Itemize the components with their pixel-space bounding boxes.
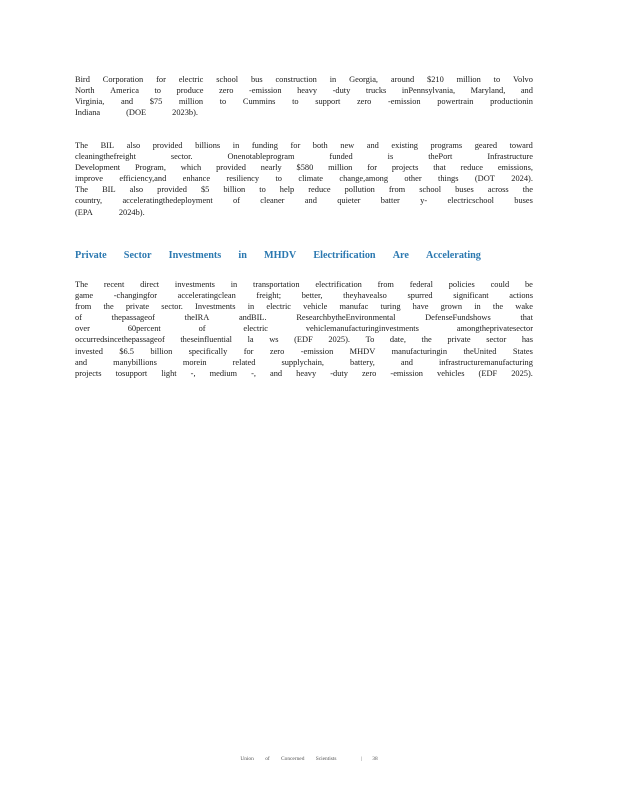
word: the bbox=[421, 335, 432, 345]
word: both bbox=[312, 141, 328, 150]
word: investments bbox=[174, 280, 215, 289]
word: The bbox=[75, 141, 89, 150]
text-line bbox=[75, 346, 533, 357]
text-line bbox=[75, 140, 533, 151]
word: cleaner bbox=[260, 196, 285, 206]
word: from bbox=[75, 302, 92, 312]
word: improve bbox=[75, 174, 103, 184]
word: and bbox=[400, 357, 413, 367]
word: light bbox=[161, 368, 177, 378]
word: la bbox=[247, 335, 254, 345]
word: better, bbox=[301, 291, 323, 301]
word: geared bbox=[474, 141, 498, 150]
word: -, bbox=[190, 368, 196, 378]
word: to bbox=[219, 97, 227, 107]
word: andBIL. bbox=[238, 313, 267, 323]
word: spurred bbox=[407, 291, 433, 301]
word: in bbox=[230, 280, 238, 289]
word: States bbox=[512, 346, 533, 356]
word: other bbox=[404, 174, 422, 184]
page-footer bbox=[0, 756, 618, 762]
word: trucks bbox=[365, 86, 387, 96]
heading-word: in bbox=[238, 250, 247, 261]
word: projects bbox=[75, 368, 102, 378]
word: Maryland, bbox=[470, 86, 506, 96]
word: and bbox=[75, 357, 88, 367]
word: provided bbox=[157, 185, 187, 195]
word: North bbox=[75, 86, 95, 96]
word: sector bbox=[486, 335, 507, 345]
word: buses bbox=[455, 185, 474, 195]
word: 2025). bbox=[511, 368, 533, 378]
word: of bbox=[75, 313, 82, 323]
word: -emission bbox=[390, 368, 423, 378]
text-line bbox=[75, 96, 533, 107]
word: electric bbox=[178, 75, 204, 84]
paragraph-funding-awards bbox=[75, 74, 533, 118]
word: in bbox=[474, 302, 481, 312]
word: construction bbox=[275, 75, 317, 84]
word: infrastructuremanufacturing bbox=[438, 357, 533, 367]
word: school bbox=[216, 75, 239, 84]
word: funding bbox=[251, 141, 278, 150]
word: theseinfluential bbox=[180, 335, 232, 345]
word: y- bbox=[420, 196, 428, 206]
word: morein bbox=[182, 357, 207, 367]
word: programs bbox=[430, 141, 463, 150]
word: in bbox=[329, 75, 337, 84]
word: -emission bbox=[300, 346, 334, 356]
word: climate bbox=[298, 174, 324, 184]
word: produce bbox=[176, 86, 204, 96]
word: to bbox=[493, 75, 501, 84]
word: Virginia, bbox=[75, 97, 105, 107]
word: 60percent bbox=[127, 324, 161, 334]
word: specifically bbox=[188, 346, 228, 356]
word: $5 bbox=[200, 185, 210, 195]
word: for bbox=[290, 141, 301, 150]
word: (EPA bbox=[75, 207, 93, 217]
word: vehiclemanufacturinginvestments bbox=[305, 324, 419, 334]
text-line bbox=[75, 357, 533, 368]
word: productionin bbox=[490, 97, 533, 107]
heading-word: Accelerating bbox=[426, 250, 481, 261]
word: private bbox=[447, 335, 471, 345]
word: To bbox=[365, 335, 375, 345]
word: be bbox=[524, 280, 533, 289]
word: DefenseFundshows bbox=[425, 313, 491, 323]
word: theyhavealso bbox=[343, 291, 387, 301]
word: toward bbox=[509, 141, 533, 150]
word: (DOT bbox=[474, 174, 495, 184]
word: could bbox=[490, 280, 510, 289]
word: for bbox=[243, 346, 254, 356]
word: vehicle bbox=[303, 302, 328, 312]
word: -, bbox=[251, 368, 256, 378]
word: -changingfor bbox=[113, 291, 158, 301]
word: Corporation bbox=[102, 75, 144, 84]
word: BIL bbox=[100, 141, 115, 150]
word: help bbox=[279, 185, 295, 195]
word: significant bbox=[453, 291, 489, 301]
word: in bbox=[232, 141, 240, 150]
word: supplychain, bbox=[281, 357, 325, 367]
word: Development bbox=[75, 163, 121, 173]
word: sector. bbox=[161, 302, 183, 312]
word: -duty bbox=[330, 368, 348, 378]
word: Onenotableprogram bbox=[227, 152, 295, 162]
word: pollution bbox=[344, 185, 375, 195]
word: the bbox=[103, 302, 114, 312]
word: billion bbox=[223, 185, 246, 195]
word: transportation bbox=[253, 280, 300, 289]
word: sector. bbox=[170, 152, 193, 162]
word: zero bbox=[356, 97, 372, 107]
word: for bbox=[156, 75, 166, 84]
word: $580 bbox=[296, 163, 314, 173]
word: million bbox=[328, 163, 353, 173]
word: direct bbox=[140, 280, 160, 289]
word: -emission bbox=[248, 86, 282, 96]
word: tosupport bbox=[115, 368, 148, 378]
word: amongtheprivatesector bbox=[456, 324, 533, 334]
text-line bbox=[75, 290, 533, 301]
footer-org-word: Union bbox=[240, 756, 254, 762]
paragraph-private-sector bbox=[75, 279, 533, 379]
text-line bbox=[75, 279, 533, 290]
word: 2024b). bbox=[118, 207, 145, 217]
word: reduce bbox=[460, 163, 483, 173]
word: manufac bbox=[339, 302, 369, 312]
word: and bbox=[520, 86, 533, 96]
word: electric bbox=[243, 324, 269, 334]
heading-word: Sector bbox=[123, 250, 152, 261]
word: federal bbox=[409, 280, 433, 289]
text-line bbox=[75, 184, 533, 195]
text-line bbox=[75, 85, 533, 96]
word: heavy bbox=[297, 86, 318, 96]
word: 2024). bbox=[511, 174, 533, 184]
word: the bbox=[522, 185, 533, 195]
word: which bbox=[180, 163, 202, 173]
word: has bbox=[521, 335, 533, 345]
word: date, bbox=[389, 335, 406, 345]
text-line bbox=[75, 323, 533, 334]
word: policies bbox=[448, 280, 475, 289]
word: wake bbox=[515, 302, 533, 312]
word: to bbox=[259, 185, 266, 195]
word: thePort bbox=[428, 152, 453, 162]
text-line bbox=[75, 195, 533, 206]
word: medium bbox=[209, 368, 238, 378]
word: resiliency bbox=[226, 174, 260, 184]
word: $6.5 bbox=[119, 346, 134, 356]
word: The bbox=[75, 280, 89, 289]
word: manybillions bbox=[113, 357, 157, 367]
word: have bbox=[412, 302, 429, 312]
word: funded bbox=[329, 152, 353, 162]
word: ws bbox=[269, 335, 279, 345]
word: (EDF bbox=[478, 368, 498, 378]
word: from bbox=[377, 280, 394, 289]
word: also bbox=[126, 141, 141, 150]
word: existing bbox=[391, 141, 418, 150]
text-line bbox=[75, 173, 533, 184]
text-line bbox=[75, 151, 533, 162]
word: also bbox=[129, 185, 144, 195]
word: Investments bbox=[195, 302, 236, 312]
word: the bbox=[492, 302, 504, 312]
word: and bbox=[270, 368, 283, 378]
word: $75 bbox=[149, 97, 163, 107]
text-line bbox=[75, 312, 533, 323]
word: batter bbox=[380, 196, 400, 206]
word: zero bbox=[219, 86, 234, 96]
word: and bbox=[366, 141, 379, 150]
text-line bbox=[75, 74, 533, 85]
word: manufacturingin bbox=[391, 346, 448, 356]
word: school bbox=[419, 185, 442, 195]
footer-org-word: Concerned bbox=[281, 756, 305, 762]
word: and bbox=[304, 196, 317, 206]
word: provided bbox=[216, 163, 246, 173]
word: of bbox=[198, 324, 206, 334]
word: (DOE bbox=[126, 108, 147, 118]
word: inPennsylvania, bbox=[401, 86, 456, 96]
word: related bbox=[232, 357, 256, 367]
word: Bird bbox=[75, 75, 90, 84]
word: that bbox=[433, 163, 446, 173]
word: emissions, bbox=[497, 163, 533, 173]
text-line bbox=[75, 207, 533, 218]
word: billion bbox=[150, 346, 173, 356]
footer-org-word: Scientists bbox=[315, 756, 337, 762]
text-line bbox=[75, 334, 533, 345]
word: quieter bbox=[337, 196, 361, 206]
heading-word: Private bbox=[75, 250, 107, 261]
word: to bbox=[275, 174, 282, 184]
word: $210 bbox=[427, 75, 444, 84]
word: Cummins bbox=[242, 97, 276, 107]
word: powertrain bbox=[437, 97, 474, 107]
word: billions bbox=[195, 141, 221, 150]
word: vehicles bbox=[437, 368, 465, 378]
word: Volvo bbox=[513, 75, 533, 84]
word: theIRA bbox=[184, 313, 210, 323]
word: of bbox=[233, 196, 240, 206]
word: over bbox=[75, 324, 90, 334]
word: cleaningthefreight bbox=[75, 152, 136, 162]
section-heading bbox=[75, 250, 481, 261]
word: enhance bbox=[182, 174, 211, 184]
word: The bbox=[75, 185, 89, 195]
word: support bbox=[315, 97, 341, 107]
heading-word: Investments bbox=[168, 250, 222, 261]
word: electrification bbox=[315, 280, 362, 289]
text-line bbox=[75, 107, 533, 118]
word: grown bbox=[440, 302, 463, 312]
word: change,among bbox=[339, 174, 389, 184]
word: 2023b). bbox=[172, 108, 198, 118]
word: million bbox=[178, 97, 204, 107]
word: Infrastructure bbox=[487, 152, 533, 162]
text-line bbox=[75, 368, 533, 379]
footer-separator: | bbox=[360, 756, 362, 762]
word: zero bbox=[269, 346, 285, 356]
word: actions bbox=[509, 291, 533, 301]
word: Program, bbox=[134, 163, 166, 173]
word: freight; bbox=[256, 291, 282, 301]
word: Indiana bbox=[75, 108, 101, 118]
heading-word: Electrification bbox=[313, 250, 376, 261]
word: -emission bbox=[388, 97, 421, 107]
word: game bbox=[75, 291, 94, 301]
word: invested bbox=[75, 346, 103, 356]
word: 2025). bbox=[328, 335, 350, 345]
word: thepassageof bbox=[111, 313, 155, 323]
word: theUnited bbox=[463, 346, 497, 356]
word: Georgia, bbox=[349, 75, 379, 84]
word: to bbox=[292, 97, 299, 107]
word: in bbox=[247, 302, 255, 312]
word: that bbox=[520, 313, 533, 323]
page-number: 38 bbox=[372, 756, 378, 762]
word: battery, bbox=[350, 357, 375, 367]
word: BIL bbox=[102, 185, 116, 195]
word: projects bbox=[391, 163, 419, 173]
word: America bbox=[110, 86, 139, 96]
word: turing bbox=[380, 302, 401, 312]
paragraph-bil-programs bbox=[75, 140, 533, 218]
word: acceleratingclean bbox=[177, 291, 236, 301]
word: provided bbox=[152, 141, 183, 150]
word: around bbox=[390, 75, 415, 84]
word: buses bbox=[514, 196, 533, 206]
word: to bbox=[154, 86, 161, 96]
word: zero bbox=[361, 368, 377, 378]
word: occurredsincethepassageof bbox=[75, 335, 165, 345]
word: electricschool bbox=[447, 196, 494, 206]
word: things bbox=[438, 174, 459, 184]
word: reduce bbox=[308, 185, 331, 195]
word: million bbox=[456, 75, 481, 84]
word: is bbox=[387, 152, 394, 162]
word: efficiency,and bbox=[119, 174, 167, 184]
word: private bbox=[125, 302, 150, 312]
word: from bbox=[388, 185, 406, 195]
word: -duty bbox=[332, 86, 351, 96]
word: MHDV bbox=[349, 346, 376, 356]
word: across bbox=[487, 185, 509, 195]
word: and bbox=[120, 97, 134, 107]
text-line bbox=[75, 162, 533, 173]
text-line bbox=[75, 301, 533, 312]
heading-word: MHDV bbox=[263, 250, 297, 261]
word: (EDF bbox=[294, 335, 313, 345]
footer-org-word: of bbox=[265, 756, 270, 762]
word: recent bbox=[103, 280, 125, 289]
word: electric bbox=[266, 302, 291, 312]
word: acceleratingthedeployment bbox=[122, 196, 213, 206]
word: nearly bbox=[260, 163, 282, 173]
word: new bbox=[340, 141, 355, 150]
word: ResearchbytheEnvironmental bbox=[296, 313, 396, 323]
word: heavy bbox=[296, 368, 317, 378]
heading-word: Are bbox=[392, 250, 409, 261]
word: country, bbox=[75, 196, 103, 206]
word: for bbox=[367, 163, 377, 173]
word: bus bbox=[250, 75, 263, 84]
